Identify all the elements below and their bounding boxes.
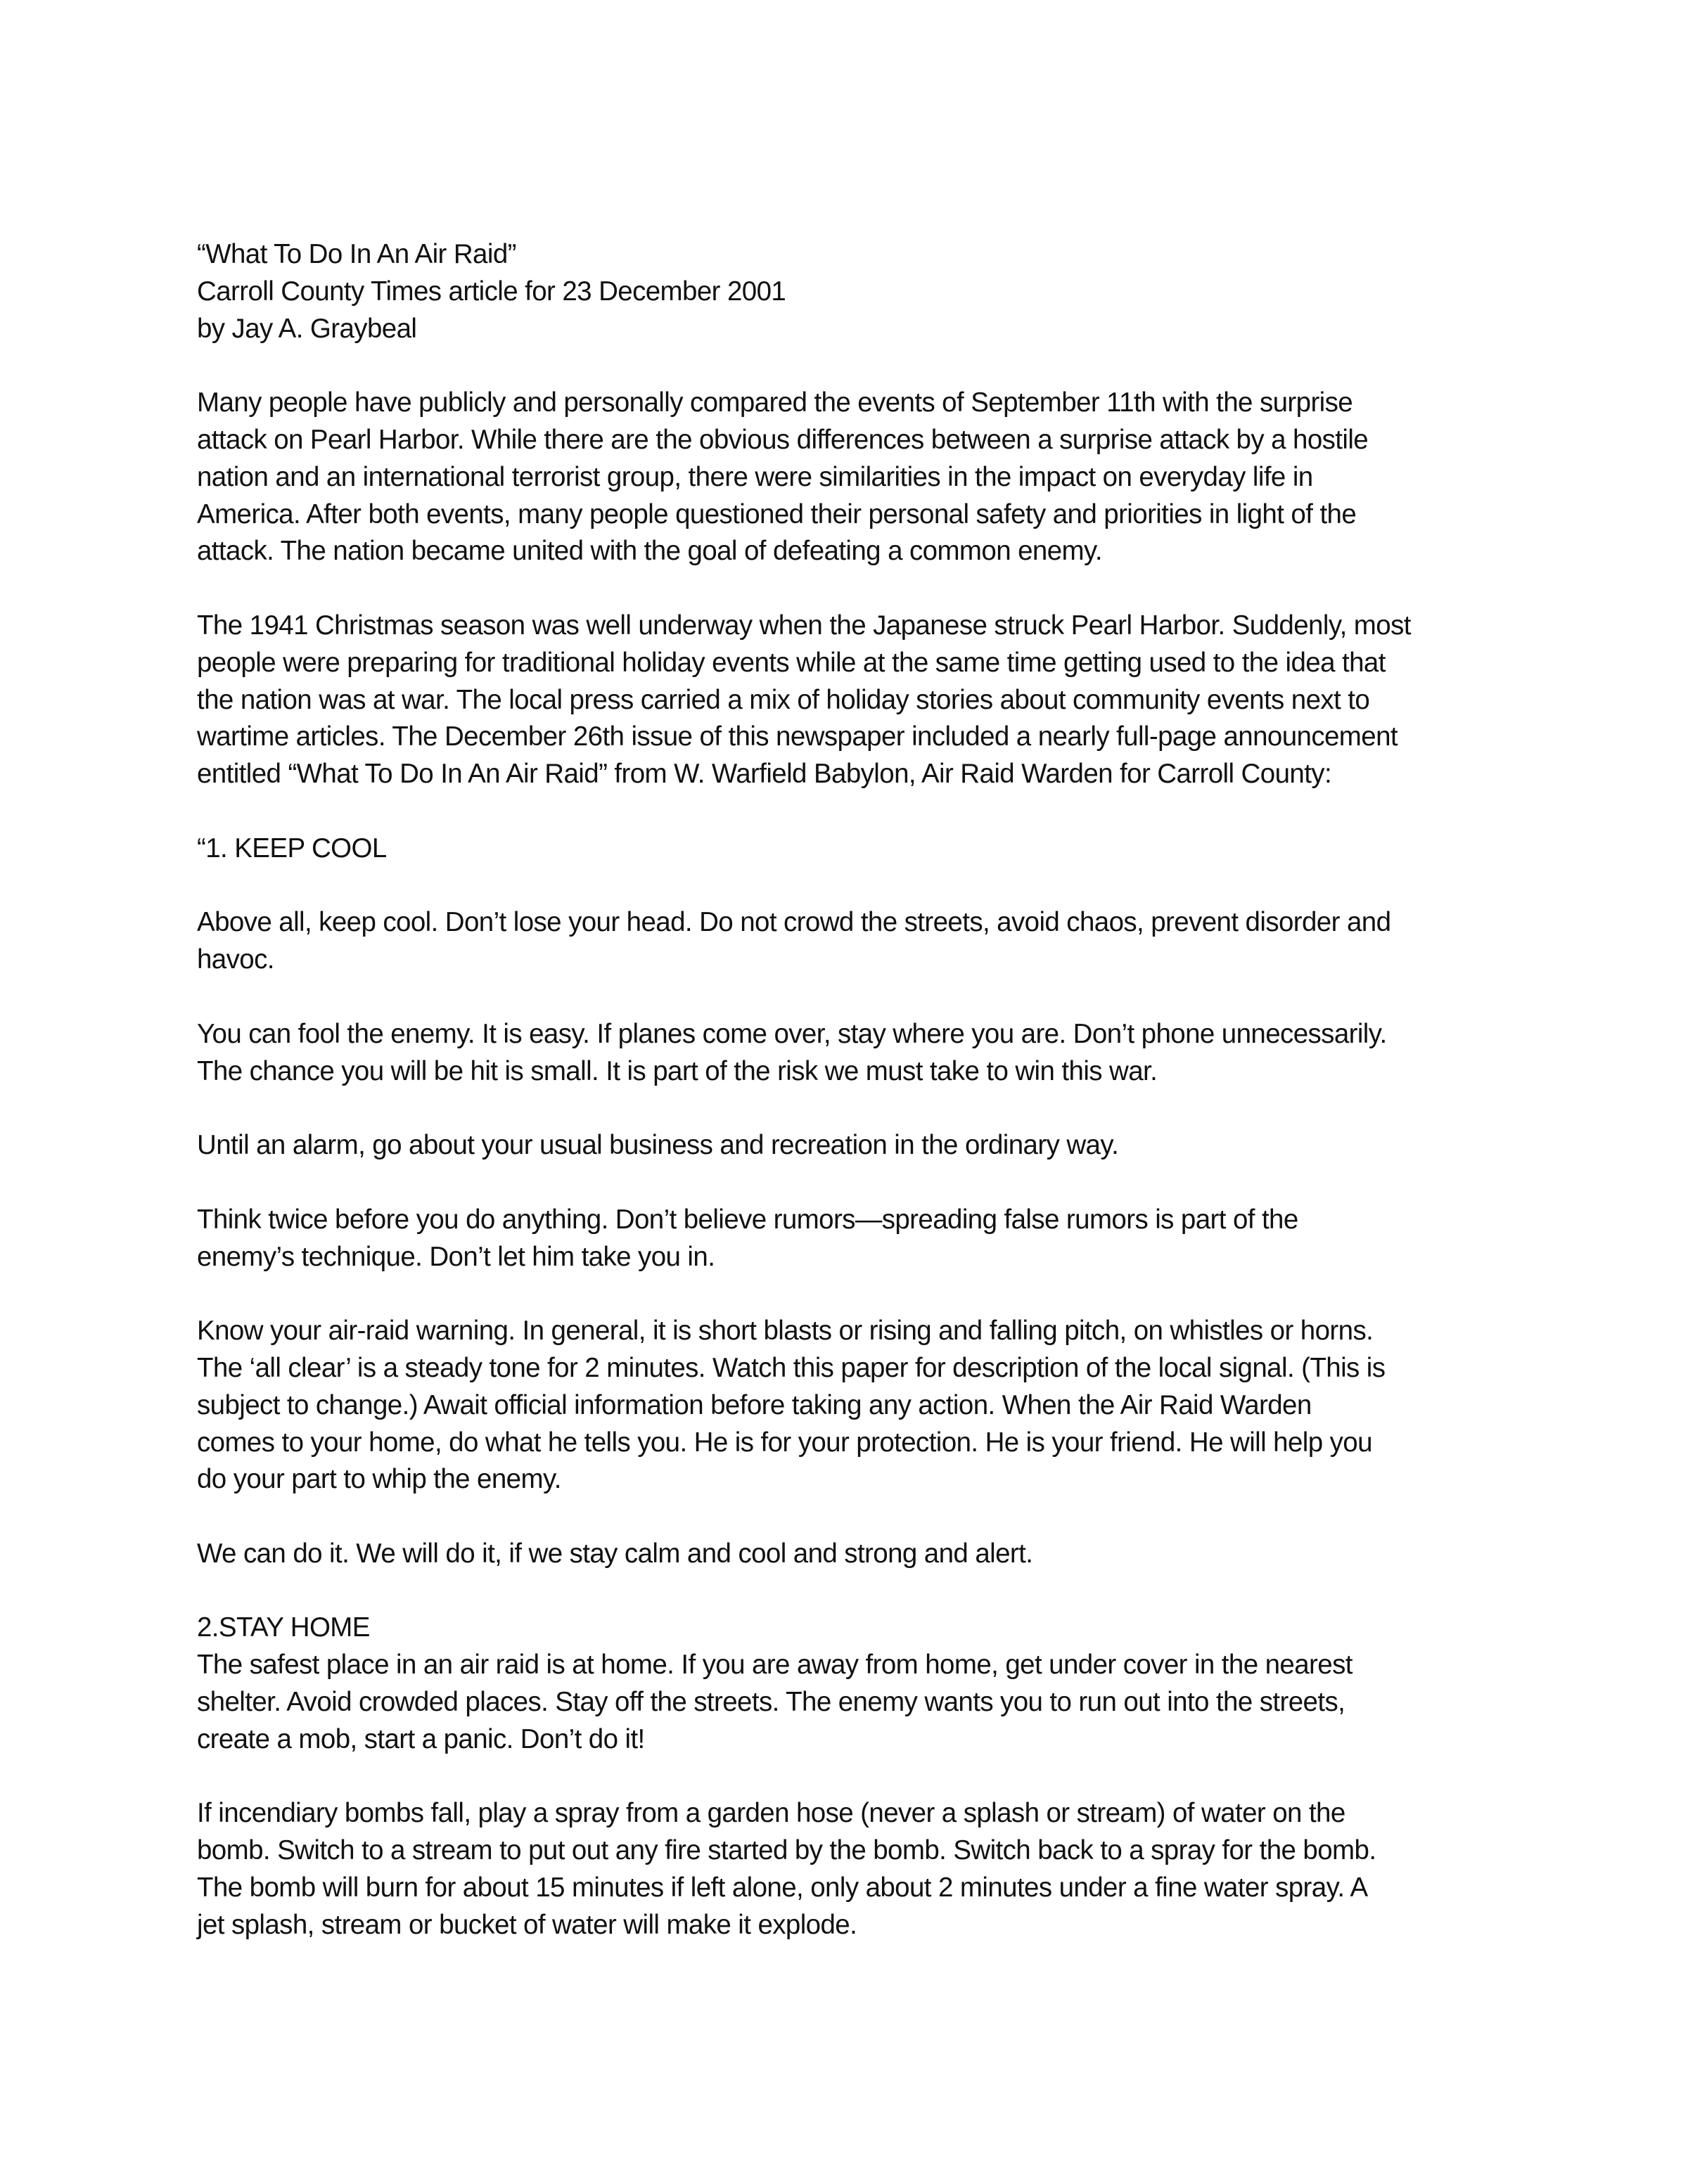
text-line: do your part to whip the enemy.	[197, 1464, 561, 1495]
text-line: people were preparing for traditional holiday events while at the same time getting used to the idea that	[197, 647, 1386, 678]
text-line: We can do it. We will do it, if we stay calm and cool and strong and alert.	[197, 1538, 1033, 1569]
text-line: shelter. Avoid crowded places. Stay off the streets. The enemy wants you to run out into the streets,	[197, 1687, 1345, 1718]
text-line: attack. The nation became united with the goal of defeating a common enemy.	[197, 536, 1102, 567]
text-line: create a mob, start a panic. Don’t do it!	[197, 1723, 645, 1754]
paragraph	[197, 1202, 1533, 1276]
text-line: nation and an international terrorist group, there were similarities in the impact on everyday life in	[197, 461, 1313, 492]
text-line: subject to change.) Await official information before taking any action. When the Air Raid Warden	[197, 1389, 1312, 1420]
article-title: “What To Do In An Air Raid”	[197, 239, 516, 269]
paragraph	[197, 1127, 1533, 1164]
paragraph	[197, 1795, 1533, 1944]
text-line: “1. KEEP COOL	[197, 833, 387, 863]
paragraph	[197, 1536, 1533, 1573]
text-line: wartime articles. The December 26th issue of this newspaper included a nearly full-page announcement	[197, 721, 1398, 752]
text-line: Above all, keep cool. Don’t lose your head. Do not crowd the streets, avoid chaos, prevent disorder and	[197, 907, 1391, 938]
text-line: Until an alarm, go about your usual business and recreation in the ordinary way.	[197, 1130, 1119, 1161]
article-publication: Carroll County Times article for 23 December 2001	[197, 276, 786, 307]
text-line: If incendiary bombs fall, play a spray from a garden hose (never a splash or stream) of water on the	[197, 1798, 1345, 1829]
text-line: You can fool the enemy. It is easy. If planes come over, stay where you are. Don’t phone unnecessarily.	[197, 1018, 1387, 1049]
paragraph	[197, 385, 1533, 570]
paragraph	[197, 904, 1533, 979]
text-line: 2.STAY HOME	[197, 1612, 370, 1643]
text-line: entitled “What To Do In An Air Raid” from W. Warfield Babylon, Air Raid Warden for Carroll County:	[197, 759, 1332, 790]
text-line: enemy’s technique. Don’t let him take you in.	[197, 1241, 715, 1272]
text-line: the nation was at war. The local press carried a mix of holiday stories about community events next to	[197, 684, 1370, 715]
text-line: comes to your home, do what he tells you. He is for your protection. He is your friend. He will help you	[197, 1427, 1372, 1458]
text-line: havoc.	[197, 944, 274, 975]
text-line: bomb. Switch to a stream to put out any fire started by the bomb. Switch back to a spray for the bomb.	[197, 1835, 1376, 1866]
article-header	[197, 236, 1533, 347]
document-page	[197, 236, 1533, 1981]
text-line: The bomb will burn for about 15 minutes if left alone, only about 2 minutes under a fine water spray. A	[197, 1873, 1368, 1903]
text-line: Think twice before you do anything. Don’t believe rumors—spreading false rumors is part of the	[197, 1204, 1298, 1235]
text-line: jet splash, stream or bucket of water will make it explode.	[197, 1909, 857, 1940]
article-body	[197, 385, 1533, 1944]
text-line: Many people have publicly and personally compared the events of September 11th with the surprise	[197, 387, 1353, 418]
paragraph	[197, 830, 1533, 868]
paragraph	[197, 1313, 1533, 1498]
text-line: attack on Pearl Harbor. While there are the obvious differences between a surprise attack by a hostile	[197, 424, 1369, 455]
paragraph	[197, 1610, 1533, 1758]
paragraph	[197, 608, 1533, 793]
text-line: Know your air-raid warning. In general, it is short blasts or rising and falling pitch, on whistles or horns.	[197, 1316, 1374, 1347]
text-line: America. After both events, many people questioned their personal safety and priorities in light of the	[197, 499, 1357, 529]
paragraph	[197, 1016, 1533, 1091]
text-line: The chance you will be hit is small. It is part of the risk we must take to win this war.	[197, 1055, 1158, 1086]
article-author: by Jay A. Graybeal	[197, 313, 417, 344]
text-line: The ‘all clear’ is a steady tone for 2 minutes. Watch this paper for description of the local signal. (This is	[197, 1352, 1386, 1383]
text-line: The 1941 Christmas season was well underway when the Japanese struck Pearl Harbor. Suddenly, most	[197, 610, 1411, 641]
text-line: The safest place in an air raid is at home. If you are away from home, get under cover in the nearest	[197, 1650, 1353, 1681]
